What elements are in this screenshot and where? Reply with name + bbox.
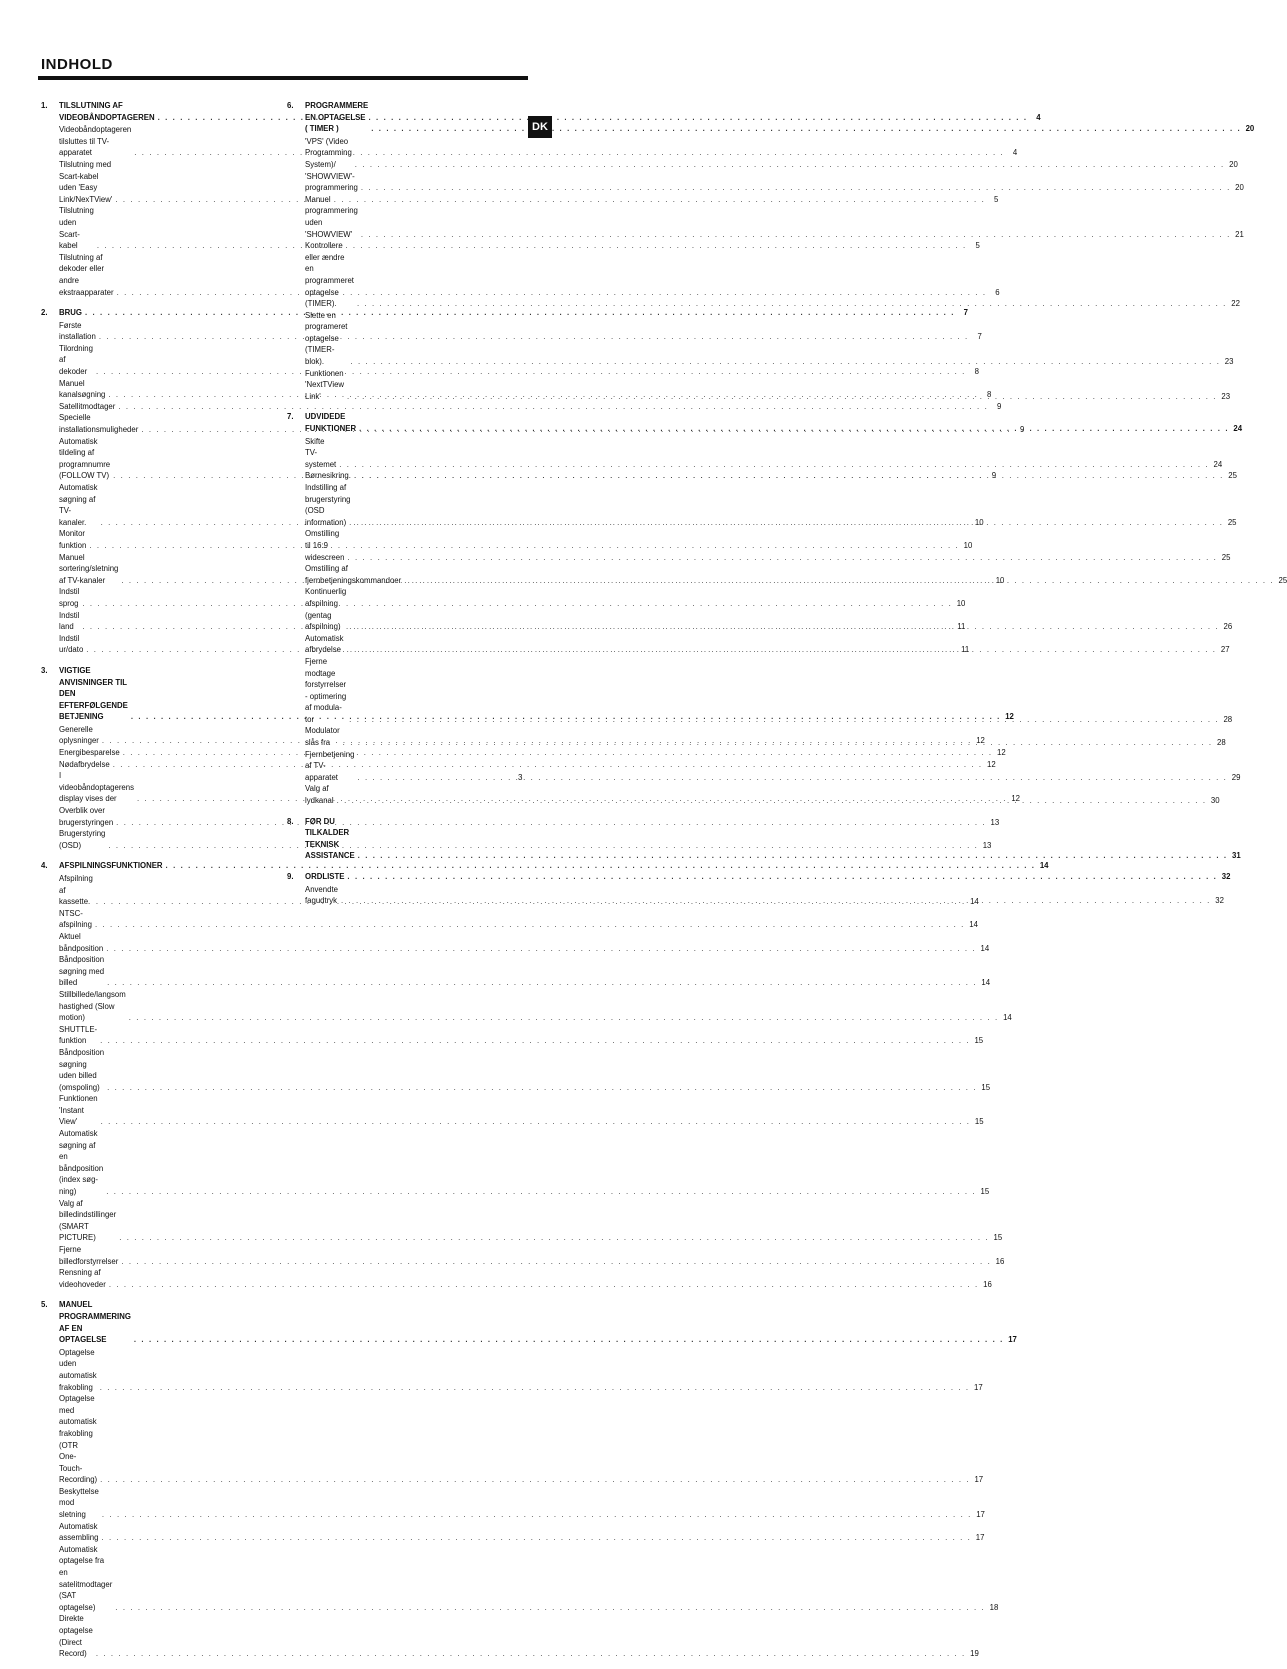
toc-entry[interactable] xyxy=(59,1544,999,1614)
section-number: 1. xyxy=(41,101,48,110)
toc-entry[interactable] xyxy=(59,401,1002,413)
toc-entry-label: Satellitmodtager xyxy=(59,401,116,411)
dot-leader xyxy=(123,747,993,759)
toc-entry[interactable] xyxy=(59,320,982,343)
toc-entry-label: Modulator slås fra xyxy=(305,726,340,748)
toc-entry-label: Omstilling af fjernbetjeningskommandoer xyxy=(305,564,402,585)
toc-entry-page: 25 xyxy=(1278,575,1287,585)
section-heading-label: FØR DU TILKALDER TEKNISK ASSISTANCE xyxy=(305,816,355,861)
toc-entry-label: Indstil land xyxy=(59,610,80,632)
toc-entry-page: 20 xyxy=(1235,183,1244,193)
toc-entry-page: 4 xyxy=(1012,148,1018,158)
dot-leader xyxy=(100,1474,970,1486)
dot-leader xyxy=(115,194,985,206)
toc-entry[interactable] xyxy=(59,1128,990,1198)
toc-entry-page: 17 xyxy=(976,1510,985,1520)
toc-entry-label: Fjerne modtage forstyrrelser - optimering af modula- tor xyxy=(305,656,347,724)
toc-entry-label: Overblik over brugerstyringen xyxy=(59,806,114,827)
dot-leader xyxy=(349,621,1219,633)
dot-leader xyxy=(359,423,1229,435)
section-heading[interactable] xyxy=(305,411,1243,434)
section-heading-page: 12 xyxy=(1005,712,1014,722)
dot-leader xyxy=(100,1382,970,1394)
toc-entry[interactable] xyxy=(59,1393,984,1486)
dot-leader xyxy=(100,1035,970,1047)
dot-leader xyxy=(371,123,1241,135)
toc-entry[interactable] xyxy=(305,436,1223,471)
section-heading-page: 7 xyxy=(963,308,968,318)
toc-entry-page: 9 xyxy=(997,401,1002,411)
toc-entry-label: Valg af billedindstillinger (SMART PICTURE) xyxy=(59,1198,117,1243)
dot-leader xyxy=(134,1334,1004,1346)
toc-entry-page: 15 xyxy=(993,1233,1003,1243)
toc-entry-label: Fjernbetjening af TV-apparatet xyxy=(305,749,355,782)
dot-leader xyxy=(349,714,1219,726)
section-heading-page: 20 xyxy=(1245,124,1255,134)
toc-entry-page: 15 xyxy=(974,1036,984,1046)
dot-leader xyxy=(134,147,1004,159)
toc-entry-page: 28 xyxy=(1223,714,1233,724)
language-tab: DK xyxy=(528,116,552,138)
toc-entry[interactable] xyxy=(59,1198,1003,1244)
dot-leader xyxy=(357,298,1227,310)
toc-entry-page: 13 xyxy=(990,817,1000,827)
dot-leader xyxy=(107,977,977,989)
toc-entry-label: Nødafbrydelse xyxy=(59,759,110,769)
section-heading-label: VIGTIGE ANVISNINGER TIL DEN EFTERFØLGENDE BETJENING xyxy=(59,665,128,722)
toc-entry[interactable] xyxy=(59,1347,983,1393)
toc-entry-label: Tilslutning uden Scart-kabel xyxy=(59,206,94,251)
page-number: 3 xyxy=(518,773,523,782)
toc-entry-page: 12 xyxy=(997,748,1006,758)
dot-leader xyxy=(106,943,976,955)
toc-entry-label: Fjerne billedforstyrrelser xyxy=(59,1245,119,1266)
section-number: 7. xyxy=(287,412,294,422)
dot-leader xyxy=(361,182,1231,194)
toc-entry-page: 5 xyxy=(975,241,980,251)
toc-entry-page: 14 xyxy=(1003,1013,1012,1023)
toc-entry-page: 5 xyxy=(994,194,999,204)
toc-entry-label: NTSC-afspilning xyxy=(59,908,92,930)
toc-entry-label: Generelle oplysninger xyxy=(59,724,99,746)
toc-entry-page: 27 xyxy=(1220,645,1230,655)
toc-entry-label: Børnesikring. xyxy=(305,471,351,481)
toc-entry-page: 16 xyxy=(995,1256,1005,1266)
toc-entry-label: Første installation xyxy=(59,320,96,342)
toc-entry[interactable] xyxy=(59,1613,979,1659)
section-number: 4. xyxy=(41,861,48,871)
toc-entry-page: 14 xyxy=(980,943,990,953)
toc-entry-page: 21 xyxy=(1235,229,1244,239)
title-rule xyxy=(38,76,528,80)
dot-leader xyxy=(119,1232,989,1244)
section-number: 5. xyxy=(41,1300,48,1310)
dot-leader xyxy=(107,1082,977,1094)
toc-entry[interactable] xyxy=(59,1244,1005,1267)
section-heading-page: 32 xyxy=(1221,872,1231,881)
toc-entry-label: Beskyttelse mod sletning xyxy=(59,1486,99,1520)
toc-entry-label: Tilordning af dekoder xyxy=(59,343,93,377)
dot-leader xyxy=(361,229,1231,241)
toc-entry-label: Aktuel båndposition xyxy=(59,931,104,953)
toc-entry-page: 8 xyxy=(974,367,979,377)
toc-entry-label: Båndposition søgning med billed xyxy=(59,955,105,988)
dot-leader xyxy=(354,517,1224,529)
toc-entry-page: 10 xyxy=(995,575,1005,585)
dot-leader xyxy=(337,795,1207,807)
section-heading-page: 14 xyxy=(1039,861,1049,871)
toc-entry-page: 30 xyxy=(1210,796,1220,806)
dot-leader xyxy=(99,331,969,343)
dot-leader xyxy=(347,644,1217,656)
dot-leader xyxy=(355,159,1225,171)
toc-entry-label: Omstilling til 16:9 widescreen xyxy=(305,529,345,562)
toc-entry-label: Automatisk afbrydelse xyxy=(305,633,344,655)
section-heading-label: UDVIDEDE FUNKTIONER xyxy=(305,412,357,434)
toc-entry-page: 12 xyxy=(976,736,985,746)
toc-entry-page: 32 xyxy=(1215,896,1224,906)
toc-entry-label: Kontinuerlig afspilning (gentag afspilning) xyxy=(305,587,347,632)
toc-entry-label: Brugerstyring (OSD) xyxy=(59,829,106,850)
toc-entry[interactable] xyxy=(59,1521,985,1544)
toc-entry-page: 12 xyxy=(987,759,996,769)
dot-leader xyxy=(95,919,965,931)
toc-entry-page: 20 xyxy=(1229,159,1238,169)
toc-entry-page: 18 xyxy=(989,1602,999,1612)
toc-entry-page: 25 xyxy=(1221,552,1231,562)
toc-entry-label: Valg af lydkanal xyxy=(305,784,334,806)
toc-entry[interactable] xyxy=(305,470,1237,482)
toc-entry-label: Automatisk tildeling af programnumre (FOLLOW TV) xyxy=(59,436,111,481)
toc-entry-page: 16 xyxy=(983,1279,992,1289)
toc-entry-page: 14 xyxy=(970,897,979,907)
section-number: 2. xyxy=(41,308,48,318)
dot-leader xyxy=(96,1648,966,1660)
toc-entry-label: Manuel kanalsøgning xyxy=(59,378,106,400)
section-heading-label: AFSPILNINGSFUNKTIONER xyxy=(59,861,163,871)
toc-entry-label: Tilslutning af dekoder eller andre ekstraapparater xyxy=(59,252,114,297)
dot-leader xyxy=(347,552,1217,564)
toc-entry-page: 23 xyxy=(1224,357,1234,367)
toc-entry-label: Tilslutning med Scart-kabel uden 'Easy Link/NexTView' xyxy=(59,159,113,204)
toc-entry-label: Optagelse med automatisk frakobling (OTR One- Touch-Recording) xyxy=(59,1394,98,1485)
section-heading-label: MANUEL PROGRAMMERING AF EN OPTAGELSE xyxy=(59,1300,131,1345)
toc-entry-label: Funktionen 'NextTView Link' xyxy=(305,368,345,401)
toc-entry[interactable] xyxy=(59,343,979,378)
toc-entry-label: Slette en programeret optagelse (TIMER-blok). xyxy=(305,310,348,367)
dot-leader xyxy=(339,459,1209,471)
toc-entry-label: I videobåndoptagerens display vises der xyxy=(59,771,134,804)
dot-leader xyxy=(118,401,988,413)
section-heading-label: BRUG xyxy=(59,308,82,318)
toc-entry-page: 15 xyxy=(981,1082,991,1092)
toc-entry-page: 12 xyxy=(1011,794,1020,804)
toc-entry[interactable] xyxy=(59,759,996,771)
dot-leader xyxy=(347,391,1217,403)
toc-entry[interactable] xyxy=(305,240,1240,310)
toc-entry-page: 10 xyxy=(974,517,984,527)
section-heading-page: 4 xyxy=(1036,112,1041,122)
toc-entry[interactable] xyxy=(59,1486,985,1521)
toc-entry-page: 9 xyxy=(1019,425,1025,435)
toc-entry-label: Automatisk søgning af en båndposition (index søg- ning) xyxy=(59,1129,104,1197)
section-heading[interactable] xyxy=(59,860,1049,872)
section-number: 9. xyxy=(287,872,294,881)
toc-entry[interactable] xyxy=(59,1267,992,1290)
toc-entry-label: Automatisk søgning af TV-kanaler. xyxy=(59,483,98,527)
dot-leader xyxy=(101,1116,971,1128)
dot-leader xyxy=(358,850,1228,862)
toc-entry-label: Funktionen 'Instant View' xyxy=(59,1094,98,1127)
section-heading-page: 24 xyxy=(1233,424,1243,434)
toc-entry-label: Manuel programmering uden 'SHOWVIEW' xyxy=(305,194,358,239)
toc-entry-page: 15 xyxy=(974,1117,984,1127)
toc-entry[interactable] xyxy=(305,194,1244,240)
toc-entry-label: Direkte optagelse (Direct Record) xyxy=(59,1614,93,1659)
toc-entry-label: Videobåndoptageren tilsluttes til TV-apparatet xyxy=(59,125,132,158)
toc-entry-page: 22 xyxy=(1231,299,1240,309)
toc-entry-page: 8 xyxy=(987,390,992,400)
toc-entry-page: 17 xyxy=(974,1475,984,1485)
toc-entry-label: Manuel sortering/sletning af TV-kanaler xyxy=(59,552,119,585)
toc-entry-page: 25 xyxy=(1227,517,1237,527)
toc-entry-label: Optagelse uden automatisk frakobling xyxy=(59,1347,97,1392)
toc-entry-label: Automatisk assembling xyxy=(59,1521,99,1543)
dot-leader xyxy=(109,1279,979,1291)
section-heading[interactable] xyxy=(305,871,1231,883)
toc-entry-label: Indstil sprog xyxy=(59,587,80,608)
section-heading-page: 31 xyxy=(1231,851,1241,861)
toc-entry-label: Indstilling af brugerstyring (OSD information) xyxy=(305,483,351,527)
toc-entry-page: 25 xyxy=(1228,471,1237,481)
dot-leader xyxy=(102,1509,972,1521)
toc-entry[interactable] xyxy=(59,610,966,633)
toc-entry-page: 13 xyxy=(982,840,992,850)
dot-leader xyxy=(343,737,1213,749)
dot-leader xyxy=(115,1602,985,1614)
toc-entry-label: Afspilning af kassette. xyxy=(59,874,93,907)
dot-leader xyxy=(404,575,1274,587)
toc-entry-label: Anvendte fagudtryk xyxy=(305,884,338,906)
toc-entry-label: Kontrollere eller ændre en programmeret optagelse (TIMER). xyxy=(305,241,354,309)
section-heading[interactable] xyxy=(59,1299,1017,1345)
dot-leader xyxy=(347,871,1217,883)
toc-entry-page: 26 xyxy=(1223,622,1233,632)
toc-entry[interactable] xyxy=(59,908,978,931)
toc-entry[interactable] xyxy=(305,136,1238,171)
section-heading-page: 17 xyxy=(1008,1335,1017,1345)
toc-entry[interactable] xyxy=(59,1047,991,1093)
toc-entry-page: 28 xyxy=(1216,738,1226,748)
toc-entry-label: Rensning af videohoveder xyxy=(59,1268,106,1289)
toc-entry-page: 19 xyxy=(970,1649,979,1659)
toc-entry[interactable] xyxy=(59,586,966,609)
toc-entry-label: Båndposition søgning uden billed (omspoling) xyxy=(59,1047,105,1092)
toc-entry-page: 7 xyxy=(977,332,982,342)
dot-leader xyxy=(113,759,983,771)
toc-entry-label: Skifte TV-systemet xyxy=(305,436,337,469)
toc-entry-label: Monitor funktion xyxy=(59,529,87,550)
toc-entry-page: 29 xyxy=(1231,772,1241,782)
toc-entry[interactable] xyxy=(59,931,990,954)
section-heading-label: TILSLUTNING AF VIDEOBÅNDOPTAGEREN xyxy=(59,101,155,122)
toc-entry-page: 10 xyxy=(963,540,973,550)
toc-entry-label: 'SHOWVIEW'-programmering xyxy=(305,171,358,193)
toc-entry-label: Specielle installationsmuligheder xyxy=(59,413,139,435)
section-number: 3. xyxy=(41,665,48,675)
section-heading[interactable] xyxy=(59,307,968,319)
toc-entry-page: 24 xyxy=(1213,459,1223,469)
dot-leader xyxy=(357,772,1227,784)
toc-entry-page: 17 xyxy=(974,1382,983,1392)
toc-entry-page: 10 xyxy=(956,598,966,608)
toc-entry-label: Energibesparelse xyxy=(59,748,120,758)
dot-leader xyxy=(116,817,986,829)
section-number: 6. xyxy=(287,101,294,110)
dot-leader xyxy=(350,356,1220,368)
page-title: INDHOLD xyxy=(41,56,113,73)
toc-entry-label: Indstil ur/dato xyxy=(59,633,84,655)
dot-leader xyxy=(129,1012,999,1024)
toc-entry-label: SHUTTLE-funktion xyxy=(59,1024,98,1046)
dot-leader xyxy=(97,240,967,252)
dot-leader xyxy=(96,366,966,378)
toc-entry[interactable] xyxy=(305,310,1234,368)
toc-entry-page: 6 xyxy=(995,287,1000,297)
toc-entry-label: Stillbillede/langsom hastighed (Slow motion) xyxy=(59,989,126,1023)
toc-entry-page: 9 xyxy=(991,471,997,481)
toc-entry[interactable] xyxy=(59,954,991,989)
toc-entry-page: 14 xyxy=(981,978,991,988)
toc-entry[interactable] xyxy=(59,1093,984,1128)
section-heading-label: PROGRAMMERE EN OPTAGELSE ( TIMER ) xyxy=(305,101,369,134)
toc-entry-page: 11 xyxy=(957,622,966,632)
toc-entry[interactable] xyxy=(59,805,1000,828)
toc-entry-page: 23 xyxy=(1221,391,1231,401)
toc-entry[interactable] xyxy=(59,1024,984,1047)
section-heading-label: ORDLISTE xyxy=(305,872,345,881)
toc-entry-page: 11 xyxy=(961,645,970,655)
toc-entry[interactable] xyxy=(305,171,1244,194)
toc-entry-page: 17 xyxy=(975,1533,985,1543)
dot-leader xyxy=(117,287,987,299)
dot-leader xyxy=(341,895,1211,907)
toc-entry[interactable] xyxy=(305,368,1231,403)
dot-leader xyxy=(121,1256,991,1268)
dot-leader xyxy=(106,1186,976,1198)
dot-leader xyxy=(354,470,1224,482)
toc-section xyxy=(41,1299,1017,1659)
section-number: 8. xyxy=(287,816,294,826)
dot-leader xyxy=(101,1532,971,1544)
toc-entry-page: 15 xyxy=(980,1187,990,1197)
toc-entry[interactable] xyxy=(59,747,1006,759)
toc-entry-page: 14 xyxy=(969,920,978,930)
toc-entry[interactable] xyxy=(59,989,1012,1024)
toc-entry-label: Automatisk optagelse fra en satelitmodtager (SAT optagelse) xyxy=(59,1544,113,1612)
toc-entry-label: 'VPS' (Video Programming System)/ xyxy=(305,136,352,169)
